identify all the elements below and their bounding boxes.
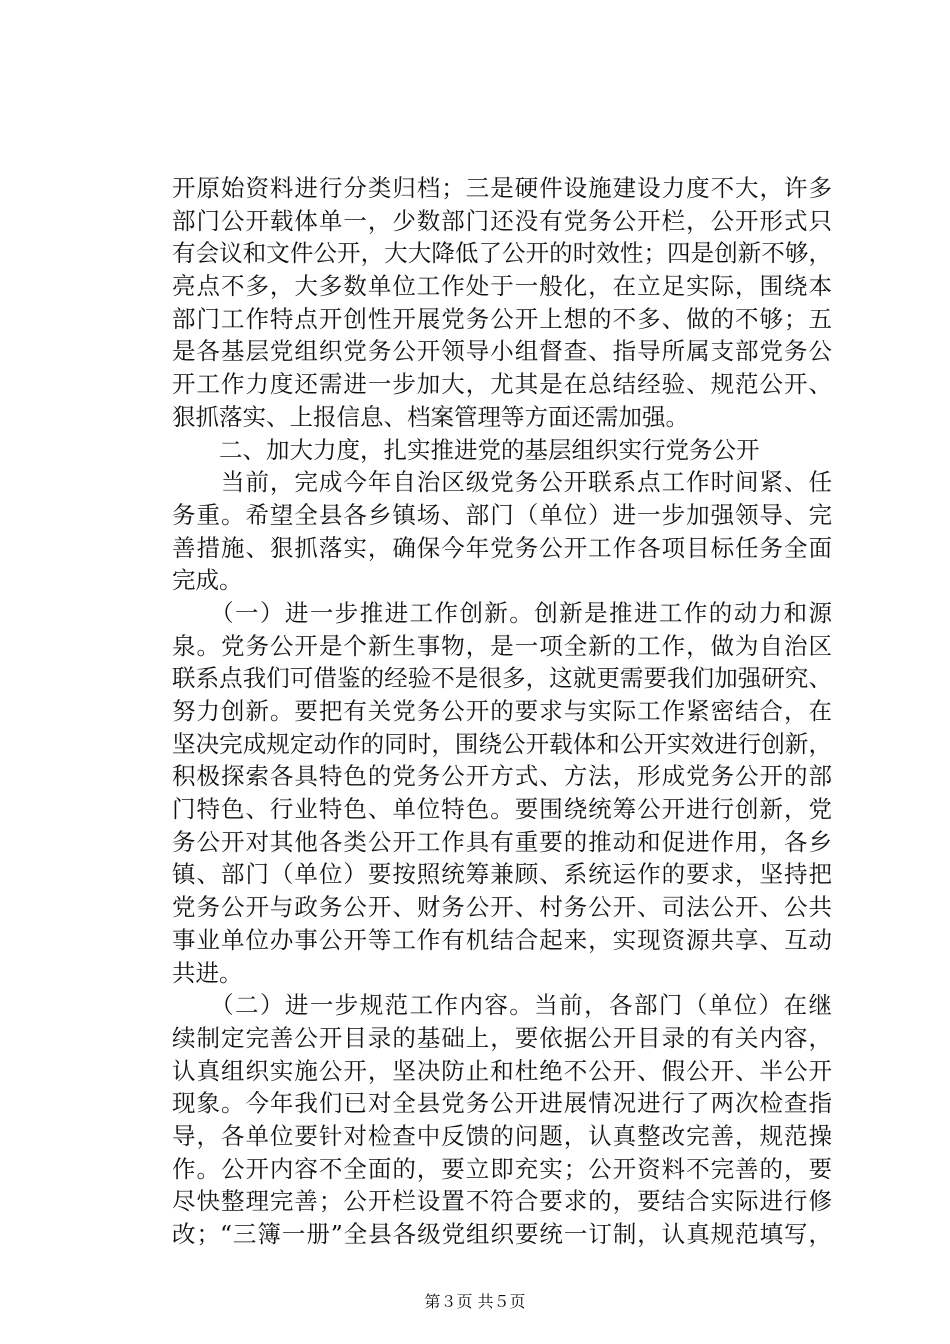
text-line: 导，各单位要针对检查中反馈的问题，认真整改完善，规范操	[172, 1121, 832, 1150]
text-line: 善措施、狠抓落实，确保今年党务公开工作各项目标任务全面	[172, 533, 832, 562]
text-line: 务公开对其他各类公开工作具有重要的推动和促进作用，各乡	[172, 827, 832, 856]
text-line: 现象。今年我们已对全县党务公开进展情况进行了两次检查指	[172, 1089, 832, 1118]
text-line: 尽快整理完善；公开栏设置不符合要求的，要结合实际进行修	[172, 1187, 832, 1216]
text-line: 泉。党务公开是个新生事物，是一项全新的工作，做为自治区	[172, 631, 832, 660]
text-line: 认真组织实施公开，坚决防止和杜绝不公开、假公开、半公开	[172, 1056, 832, 1085]
text-line: 努力创新。要把有关党务公开的要求与实际工作紧密结合，在	[172, 697, 832, 725]
text-line: 门特色、行业特色、单位特色。要围绕统筹公开进行创新，党	[172, 795, 832, 824]
text-line: 事业单位办事公开等工作有机结合起来，实现资源共享、互动	[172, 925, 832, 954]
text-line: （二）进一步规范工作内容。当前，各部门（单位）在继	[172, 991, 832, 1020]
text-line: 是各基层党组织党务公开领导小组督查、指导所属支部党务公	[172, 337, 832, 366]
text-line: （一）进一步推进工作创新。创新是推进工作的动力和源	[172, 598, 832, 627]
text-line: 有会议和文件公开，大大降低了公开的时效性；四是创新不够，	[172, 239, 832, 268]
page-number: 第３页 共５页	[424, 1292, 526, 1311]
text-line: 亮点不多，大多数单位工作处于一般化，在立足实际，围绕本	[172, 272, 832, 301]
text-line: 坚决完成规定动作的同时，围绕公开载体和公开实效进行创新，	[172, 729, 832, 758]
text-line: 部门公开载体单一，少数部门还没有党务公开栏，公开形式只	[172, 206, 832, 235]
text-line: 镇、部门（单位）要按照统筹兼顾、系统运作的要求，坚持把	[172, 860, 832, 889]
text-line: 共进。	[172, 958, 243, 987]
text-line: 积极探索各具特色的党务公开方式、方法，形成党务公开的部	[172, 762, 832, 791]
text-line: 开工作力度还需进一步加大，尤其是在总结经验、规范公开、	[172, 370, 832, 399]
text-line: 续制定完善公开目录的基础上，要依据公开目录的有关内容，	[172, 1023, 832, 1052]
section-heading: 二、加大力度，扎实推进党的基层组织实行党务公开	[172, 435, 760, 464]
text-line: 改；“三簿一册”全县各级党组织要统一订制，认真规范填写，	[172, 1220, 832, 1248]
text-line: 作。公开内容不全面的，要立即充实；公开资料不完善的，要	[172, 1154, 832, 1183]
text-line: 狠抓落实、上报信息、档案管理等方面还需加强。	[172, 402, 689, 431]
text-line: 党务公开与政务公开、财务公开、村务公开、司法公开、公共	[172, 893, 832, 922]
text-line: 完成。	[172, 566, 243, 595]
body-text	[172, 172, 832, 1251]
text-line: 部门工作特点开创性开展党务公开上想的不多、做的不够；五	[172, 304, 832, 333]
text-line: 务重。希望全县各乡镇场、部门（单位）进一步加强领导、完	[172, 500, 832, 529]
text-line: 当前，完成今年自治区级党务公开联系点工作时间紧、任	[172, 468, 832, 497]
text-line: 开原始资料进行分类归档；三是硬件设施建设力度不大，许多	[172, 174, 832, 202]
text-line: 联系点我们可借鉴的经验不是很多，这就更需要我们加强研究、	[172, 664, 832, 693]
